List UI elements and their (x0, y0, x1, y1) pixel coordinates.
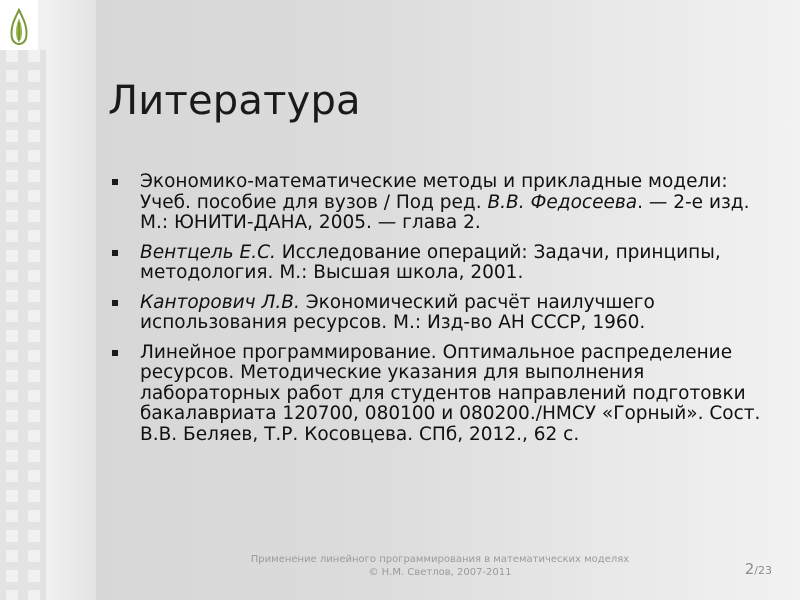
page-current: 2 (744, 560, 755, 578)
list-item (108, 243, 773, 284)
page-number (745, 560, 772, 578)
reference-text: Исследование операций: Задачи, принципы, методология. М.: Высшая школа, 2001. (140, 241, 721, 283)
logo (0, 0, 38, 50)
reference-text: Экономический расчёт наилучшего использования ресурсов. М.: Изд-во АН СССР, 1960. (140, 291, 655, 333)
list-item (108, 343, 773, 446)
reference-text: Экономико-математические методы и прикладные модели: Учеб. пособие для вузов / Под ред. (140, 171, 728, 213)
footer-copyright: © Н.М. Светлов, 2007-2011 (368, 567, 512, 578)
panel-edge (46, 0, 96, 600)
square-bullet-icon (112, 300, 118, 306)
slide-title: Литература (108, 78, 361, 124)
square-bullet-icon (112, 250, 118, 256)
flame-logo-icon (6, 8, 32, 46)
decorative-squares-rows (0, 50, 46, 600)
square-bullet-icon (112, 350, 118, 356)
reference-list (108, 172, 773, 454)
slide-footer (200, 553, 680, 579)
footer-title: Применение линейного программирования в математических моделях (250, 554, 630, 565)
reference-author: Вентцель Е.С. (140, 241, 276, 263)
square-bullet-icon (112, 179, 118, 185)
list-item (108, 172, 773, 234)
reference-text: Линейное программирование. Оптимальное распределение ресурсов. Методические указания для выполнения лабораторных работ для студентов направлений подготовки бакалавриата 120700, 080100 и 080200./НМСУ «Горный». Сост. В.В. Беляев, Т.Р. Косовцева. СПб, 2012., 62 с. (140, 341, 761, 445)
page-total: /23 (754, 564, 772, 577)
reference-author: В.В. Федосеева (487, 191, 638, 213)
list-item (108, 293, 773, 334)
reference-text: . — 2-е изд. М.: ЮНИТИ-ДАНА, 2005. — глава 2. (140, 191, 750, 233)
reference-author: Канторович Л.В. (140, 291, 300, 313)
